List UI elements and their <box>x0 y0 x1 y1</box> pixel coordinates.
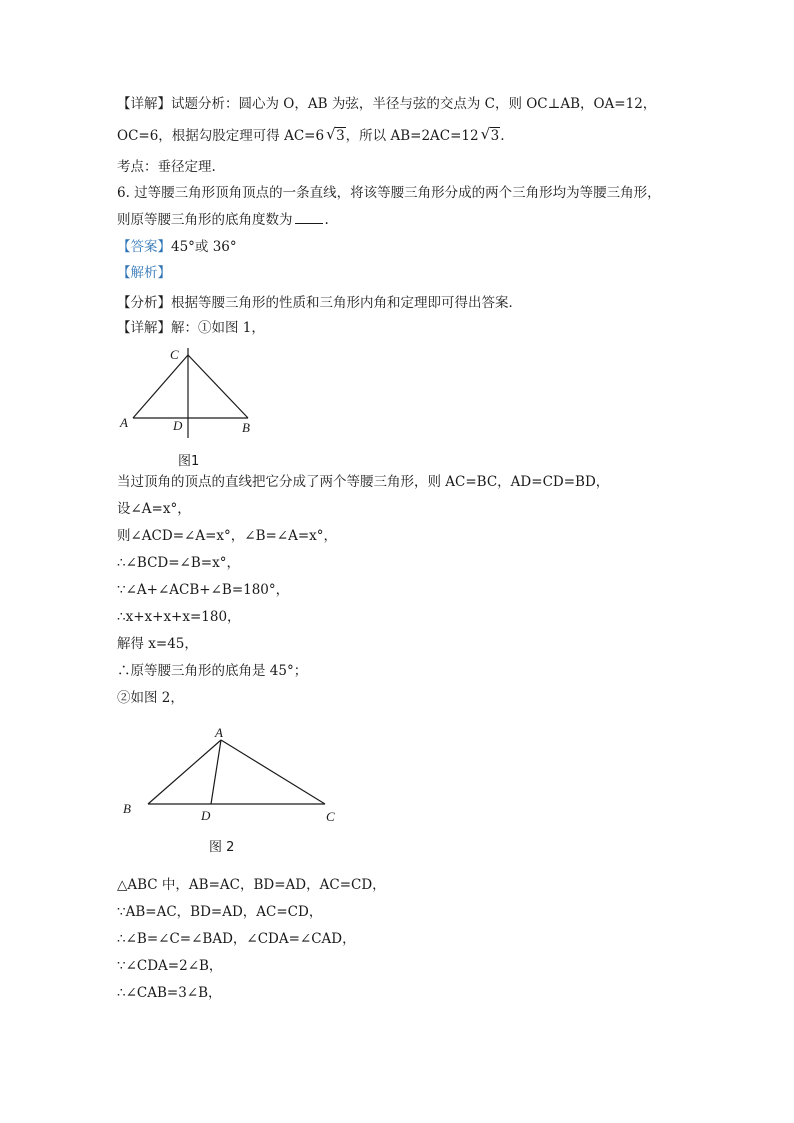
solution-line-2: OC=6，根据勾股定理可得 AC=6 √ 3，所以 AB=2AC=12 √ 3. <box>117 125 505 144</box>
case1-line-3: 则∠ACD=∠A=x°，∠B=∠A=x°， <box>117 528 338 544</box>
fig2-label-d: D <box>201 808 211 823</box>
answer-tag: 【答案】 <box>117 239 171 255</box>
case1-line-4: ∴∠BCD=∠B=x°， <box>117 555 240 571</box>
case2-line-3: ∴∠B=∠C=∠BAD，∠CDA=∠CAD， <box>117 931 356 947</box>
case1-line-9: ②如图 2， <box>117 690 184 706</box>
xiangjie-line: 【详解】解：①如图 1， <box>117 320 265 336</box>
answer-text: 45°或 36° <box>171 239 237 255</box>
jiexi-tag: 【解析】 <box>117 265 171 281</box>
sqrt-3: √ 3 <box>326 125 345 144</box>
fig2-caption: 图 2 <box>209 840 235 855</box>
fig1-label-a: A <box>120 415 128 430</box>
case2-line-1: △ABC 中，AB=AC，BD=AD，AC=CD， <box>117 877 386 893</box>
answer-line <box>117 237 237 257</box>
sqrt-3: √ 3 <box>480 125 500 144</box>
fig2-label-b: B <box>123 801 131 816</box>
fig1-label-d: D <box>173 418 183 433</box>
figure-1 <box>110 340 280 470</box>
answer-blank <box>295 211 323 224</box>
question-6-line-1: 6. 过等腰三角形顶角顶点的一条直线，将该等腰三角形分成的两个三角形均为等腰三角形， <box>117 185 661 201</box>
case2-line-5: ∴∠CAB=3∠B， <box>117 985 222 1001</box>
case1-line-5: ∵∠A+∠ACB+∠B=180°， <box>117 582 290 598</box>
fenxi-line: 【分析】根据等腰三角形的性质和三角形内角和定理即可得出答案． <box>117 295 522 311</box>
solution-line-1 <box>117 94 656 114</box>
case2-line-4: ∵∠CDA=2∠B， <box>117 958 223 974</box>
case1-line-8: ∴原等腰三角形的底角是 45°； <box>117 663 308 679</box>
case1-line-6: ∴x+x+x+x=180， <box>117 609 241 625</box>
figure-2 <box>115 722 345 862</box>
fig2-label-c: C <box>326 809 335 824</box>
kaodian-line: 考点：垂径定理. <box>117 159 216 175</box>
fig1-caption: 图1 <box>178 454 200 469</box>
question-6-line-2: 则原等腰三角形的底角度数为 . <box>117 212 329 228</box>
case2-line-2: ∵AB=AC，BD=AD，AC=CD， <box>117 904 323 920</box>
fenxi-tag: 【分析】 <box>117 295 171 311</box>
solution-text: 试题分析：圆心为 O，AB 为弦，半径与弦的交点为 C，则 OC⊥AB，OA=12， <box>171 96 657 112</box>
fig1-label-c: C <box>170 347 179 362</box>
fig1-label-b: B <box>242 420 250 435</box>
xiangjie-tag: 【详解】 <box>117 320 171 336</box>
fig2-label-a: A <box>215 725 223 740</box>
case1-line-2: 设∠A=x°， <box>117 501 191 517</box>
detail-tag: 【详解】 <box>117 96 171 112</box>
case1-line-7: 解得 x=45， <box>117 636 198 652</box>
case1-line-1: 当过顶角的顶点的直线把它分成了两个等腰三角形，则 AC=BC，AD=CD=BD， <box>117 474 610 490</box>
